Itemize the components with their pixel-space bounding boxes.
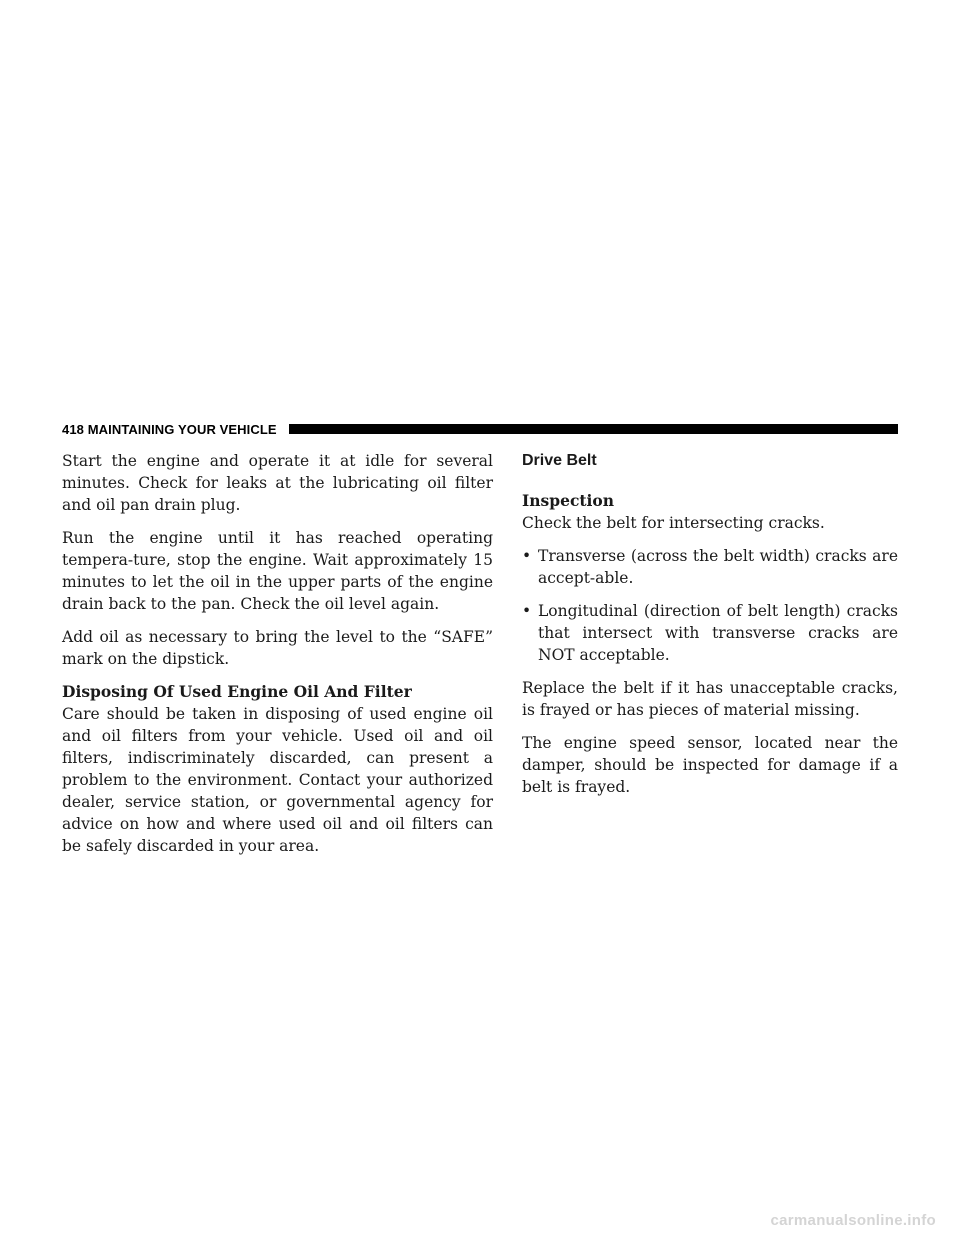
bullet-list [522,545,898,666]
bullet-icon: • [522,547,532,565]
list-item-text: Longitudinal (direction of belt length) cracks that intersect with transverse cracks are NOT acceptable. [538,602,898,664]
list-item-text: Transverse (across the belt width) cracks are accept-able. [538,547,898,587]
paragraph-speed-sensor: The engine speed sensor, located near the damper, should be inspected for damage if a belt is frayed. [522,734,898,796]
list-item [522,545,898,589]
paragraph-replace-belt: Replace the belt if it has unacceptable cracks, is frayed or has pieces of material missing. [522,679,898,719]
page-header-label: 418 MAINTAINING YOUR VEHICLE [62,421,277,437]
heading-drive-belt: Drive Belt [522,452,597,469]
paragraph-disposing-oil: Care should be taken in disposing of used engine oil and oil filters from your vehicle. Used oil and oil filters, indiscriminately discarded, can present a problem to the environment. Contact your authorized dealer, service station, or governmental agency for advice on how and where used oil and oil filters can be safely discarded in your area. [62,705,493,855]
paragraph-add-oil: Add oil as necessary to bring the level to the “SAFE” mark on the dipstick. [62,628,493,668]
page-header [62,420,898,438]
heading-disposing-oil: Disposing Of Used Engine Oil And Filter [62,682,412,701]
heading-inspection: Inspection [522,491,615,510]
bullet-icon: • [522,602,532,620]
right-column [522,450,898,809]
header-rule [289,424,898,434]
left-column [62,450,493,868]
watermark: carmanualsonline.info [770,1212,936,1229]
paragraph-run-engine: Run the engine until it has reached operating tempera-ture, stop the engine. Wait approximately 15 minutes to let the oil in the upper parts of the engine drain back to the pan. Check the oil level again. [62,529,493,613]
list-item [522,600,898,666]
paragraph-start-engine: Start the engine and operate it at idle for several minutes. Check for leaks at the lubricating oil filter and oil pan drain plug. [62,452,493,514]
paragraph-check-belt: Check the belt for intersecting cracks. [522,514,825,532]
